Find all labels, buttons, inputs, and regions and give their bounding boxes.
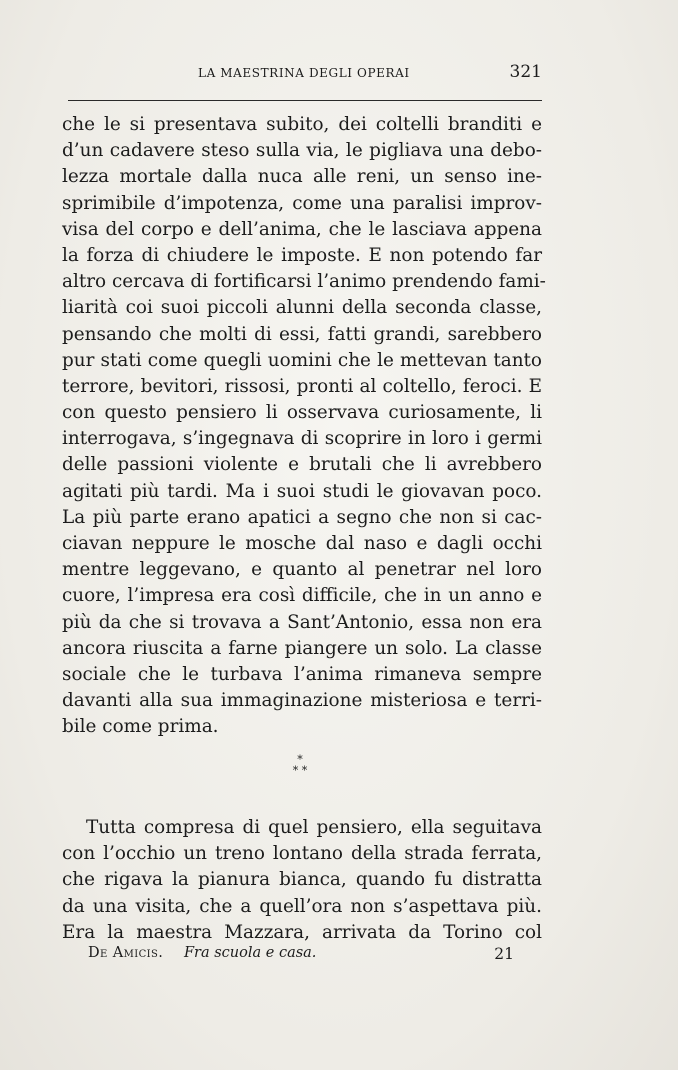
text-line: sprimibile d’impotenza, come una paralisi improv- xyxy=(62,192,542,214)
paragraph-1 xyxy=(62,112,546,741)
text-line: con questo pensiero li osservava curiosamente, li xyxy=(62,402,542,424)
running-head xyxy=(68,60,542,90)
text-line: mentre leggevano, e quanto al penetrar nel loro xyxy=(62,559,542,581)
asterism-bottom: * * xyxy=(292,764,308,777)
text-line: con l’occhio un treno lontano della strada ferrata, xyxy=(62,843,542,865)
text-line: pensando che molti di essi, fatti grandi, sarebbero xyxy=(62,323,542,345)
running-title: LA MAESTRINA DEGLI OPERAI xyxy=(198,66,410,80)
text-line: davanti alla sua immaginazione misteriosa e terri- xyxy=(62,690,542,712)
header-rule xyxy=(68,100,542,101)
text-line: delle passioni violente e brutali che li avrebbero xyxy=(62,454,542,476)
footer-book-title: Fra scuola e casa. xyxy=(184,945,317,961)
text-line: altro cercava di fortificarsi l’animo prendendo fami- xyxy=(62,271,546,293)
text-line: bile come prima. xyxy=(62,716,219,738)
signature-footer xyxy=(88,945,514,967)
text-line: sociale che le turbava l’anima rimaneva sempre xyxy=(62,663,542,685)
paragraph-2 xyxy=(62,815,542,946)
text-line: ancora riuscita a farne piangere un solo. La classe xyxy=(62,637,542,659)
text-line: visa del corpo e dell’anima, che le lasciava appena xyxy=(62,218,542,240)
footer-author: De Amicis. xyxy=(88,945,164,961)
text-line: che rigava la pianura bianca, quando fu distratta xyxy=(62,869,542,891)
text-line: che le si presentava subito, dei coltelli branditi e xyxy=(62,114,542,135)
text-line: ciavan neppure le mosche dal naso e dagli occhi xyxy=(62,533,542,554)
signature-number: 21 xyxy=(494,945,514,963)
text-line: agitati più tardi. Ma i suoi studi le giovavan poco. xyxy=(62,480,542,502)
text-line: interrogava, s’ingegnava di scoprire in loro i germi xyxy=(62,428,542,450)
text-line: d’un cadavere steso sulla via, le pigliava una debo- xyxy=(62,140,542,162)
text-line: cuore, l’impresa era così difficile, che in un anno e xyxy=(62,585,542,607)
text-line: Tutta compresa di quel pensiero, ella seguitava xyxy=(86,817,542,838)
text-line: Era la maestra Mazzara, arrivata da Torino col xyxy=(62,921,542,943)
text-line: terrore, bevitori, rissosi, pronti al coltello, feroci. E xyxy=(62,375,542,397)
asterism-top: * xyxy=(297,753,303,766)
asterism-divider xyxy=(280,754,320,776)
page-number: 321 xyxy=(509,62,542,82)
text-line: la forza di chiudere le imposte. E non potendo far xyxy=(62,244,542,266)
text-line: più da che si trovava a Sant’Antonio, essa non era xyxy=(62,611,542,633)
text-line: da una visita, che a quell’ora non s’aspettava più. xyxy=(62,895,542,917)
text-line: lezza mortale dalla nuca alle reni, un senso ine- xyxy=(62,166,542,188)
text-line: pur stati come quegli uomini che le mettevan tanto xyxy=(62,349,542,371)
text-line: liarità coi suoi piccoli alunni della seconda classe, xyxy=(62,297,542,319)
text-line: La più parte erano apatici a segno che non si cac- xyxy=(62,506,542,528)
